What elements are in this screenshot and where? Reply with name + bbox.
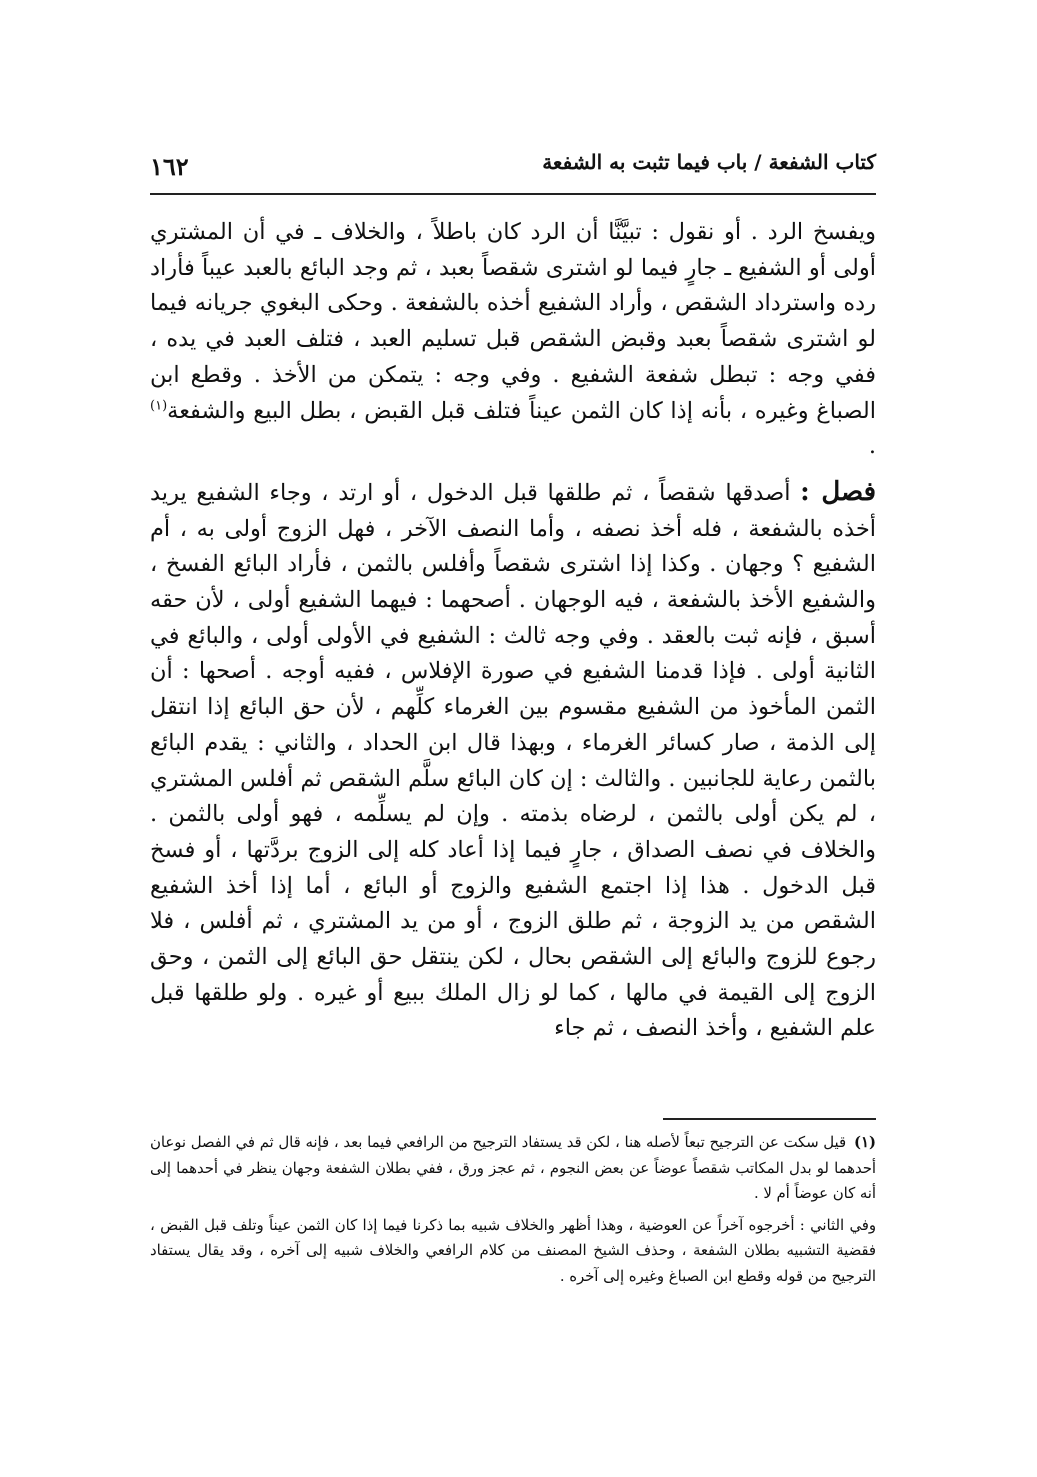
footnote-1-text: قيل سكت عن الترجيح تبعاً لأصله هنا ، لكن قد يستفاد الترجيح من الرافعي فيما بعد ، فإنه قال ثم في الفصل نوعان أحدهما لو بدل المكاتب شقصاً عوضاً عن بعض النجوم ، ثم عجز ورق ، ففي بطلان الشفعة وجهان ينظر في أحدهما إلى أنه كان عوضاً أم لا . bbox=[150, 1134, 876, 1202]
main-text bbox=[150, 215, 876, 1047]
page-number: ١٦٢ bbox=[150, 152, 189, 181]
header-divider bbox=[150, 193, 876, 195]
paragraph-1-text: ويفسخ الرد . أو نقول : تبيَّنَّا أن الرد كان باطلاً ، والخلاف ـ في أن المشتري أولى أو الشفيع ـ جارٍ فيما لو اشترى شقصاً بعبد ، ثم وجد البائع بالعبد عيباً فأراد رده واسترداد الشقص ، وأراد الشفيع أخذه بالشفعة . وحكى البغوي جريانه فيما لو اشترى شقصاً بعبد وقبض الشقص قبل تسليم العبد ، فتلف العبد في يده ، ففي وجه : تبطل شفعة الشفيع . وفي وجه : يتمكن من الأخذ . وقطع ابن الصباغ وغيره ، بأنه إذا كان الثمن عيناً فتلف قبل القبض ، بطل البيع والشفعة bbox=[150, 219, 876, 424]
paragraph-1 bbox=[150, 215, 876, 465]
footnote-1-continuation: وفي الثاني : أخرجوه آخراً عن العوضية ، وهذا أظهر والخلاف شبيه بما ذكرنا فيما إذا كان الثمن عيناً وتلف قبل القبض ، فقضية التشبيه بطلان الشفعة ، وحذف الشيخ المصنف من كلام الرافعي والخلاف شبيه إلى آخره ، وقد يقال يستفاد الترجيح من قوله وقطع ابن الصباغ وغيره إلى آخره . bbox=[150, 1216, 876, 1285]
footnote-1 bbox=[150, 1130, 876, 1207]
running-header bbox=[150, 142, 876, 190]
paragraph-2 bbox=[150, 475, 876, 1047]
footnote-marker: (١) bbox=[150, 398, 168, 414]
footnote-divider bbox=[663, 1118, 876, 1120]
section-heading-fasl: فصل : bbox=[800, 476, 876, 507]
paragraph-1-end: . bbox=[868, 433, 876, 460]
header-title: كتاب الشفعة / باب فيما تثبت به الشفعة bbox=[542, 150, 876, 174]
footnote-1-number: (١) bbox=[854, 1134, 876, 1151]
paragraph-2-text: أصدقها شقصاً ، ثم طلقها قبل الدخول ، أو ارتد ، وجاء الشفيع يريد أخذه بالشفعة ، فله أخذ نصفه ، وأما النصف الآخر ، فهل الزوج أولى به ، أم الشفيع ؟ وجهان . وكذا إذا اشترى شقصاً وأفلس بالثمن ، فأراد البائع الفسخ ، والشفيع الأخذ بالشفعة ، فيه الوجهان . أصحهما : فيهما الشفيع أولى ، لأن حقه أسبق ، فإنه ثبت بالعقد . وفي وجه ثالث : الشفيع في الأولى أولى ، والبائع في الثانية أولى . فإذا قدمنا الشفيع في صورة الإفلاس ، ففيه أوجه . أصحها : أن الثمن المأخوذ من الشفيع مقسوم بين الغرماء كلِّهم ، لأن حق البائع إذا انتقل إلى الذمة ، صار كسائر الغرماء ، وبهذا قال ابن الحداد ، والثاني : يقدم البائع بالثمن رعاية للجانبين . والثالث : إن كان البائع سلَّم الشقص ثم أفلس المشتري ، لم يكن أولى بالثمن ، لرضاه بذمته . وإن لم يسلِّمه ، فهو أولى بالثمن . والخلاف في نصف الصداق ، جارٍ فيما إذا أعاد كله إلى الزوج بردَّتها ، أو فسخ قبل الدخول . هذا إذا اجتمع الشفيع والزوج أو البائع ، أما إذا أخذ الشفيع الشقص من يد الزوجة ، ثم طلق الزوج ، أو من يد المشتري ، ثم أفلس ، فلا رجوع للزوج والبائع إلى الشقص بحال ، لكن ينتقل حق البائع إلى الثمن ، وحق الزوج إلى القيمة في مالها ، كما لو زال الملك ببيع أو غيره . ولو طلقها قبل علم الشفيع ، وأخذ النصف ، ثم جاء bbox=[150, 479, 876, 1042]
footnotes bbox=[150, 1130, 876, 1289]
